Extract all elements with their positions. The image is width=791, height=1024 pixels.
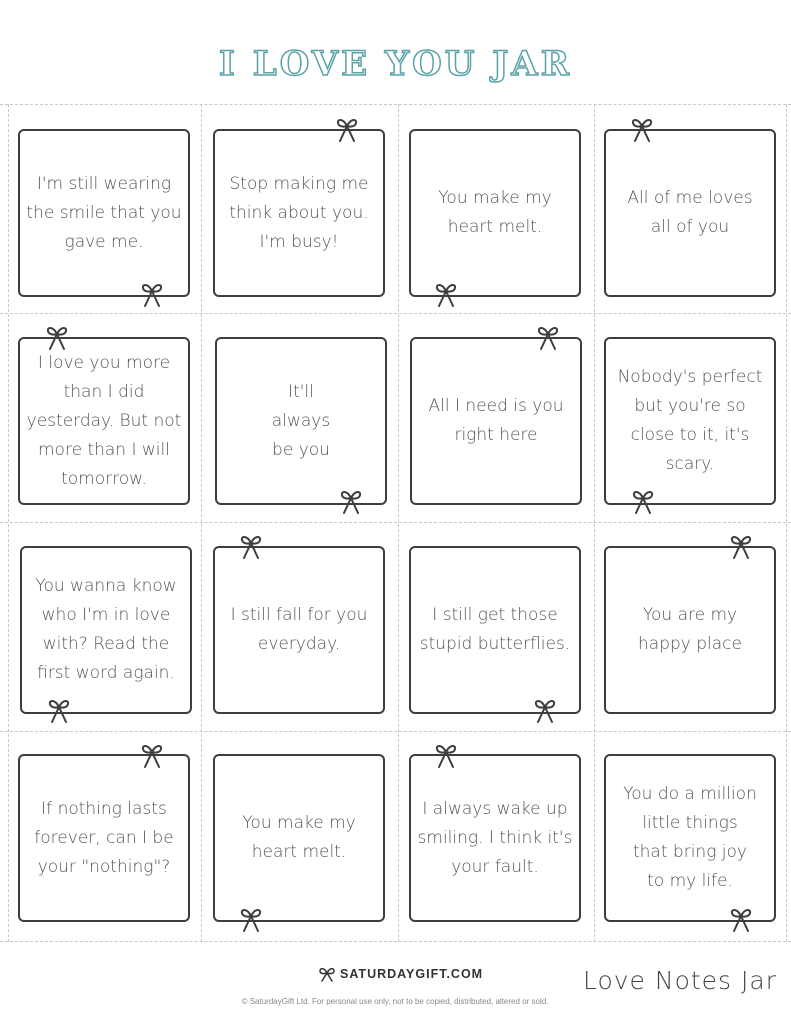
bow-icon — [139, 279, 165, 309]
bow-icon — [433, 279, 459, 309]
bow-icon — [728, 531, 754, 561]
love-note-text: Stop making me think about you. I'm busy! — [229, 173, 369, 252]
bow-icon — [238, 531, 264, 561]
brand-name: SATURDAYGIFT.COM — [340, 967, 484, 981]
bow-icon — [630, 486, 656, 516]
cut-line — [0, 731, 791, 732]
love-note-card — [409, 754, 581, 922]
scissors-icon — [318, 966, 336, 982]
footer-title: Love Notes Jar — [582, 966, 777, 995]
love-note-card — [18, 754, 190, 922]
bow-icon — [238, 904, 264, 934]
love-note-text: I still fall for you everyday. — [230, 605, 368, 654]
love-note-text: If nothing lasts forever, can I be your "nothing"? — [34, 798, 174, 877]
cut-line — [8, 104, 9, 942]
love-note-card — [213, 546, 385, 714]
love-note-card — [409, 546, 581, 714]
love-note-text: All of me loves all of you — [627, 188, 753, 237]
cut-line — [201, 104, 202, 942]
love-note-text: It'll always be you — [271, 381, 331, 460]
cut-line — [0, 104, 791, 105]
love-note-card — [604, 129, 776, 297]
love-note-text: You make my heart melt. — [242, 813, 356, 862]
cut-line — [594, 104, 595, 942]
brand-logo — [318, 966, 483, 982]
cut-line — [0, 522, 791, 523]
bow-icon — [139, 740, 165, 770]
love-note-text: I still get those stupid butterflies. — [419, 605, 571, 654]
love-note-card — [20, 546, 192, 714]
cut-line — [0, 941, 791, 942]
love-note-text: You are my happy place — [638, 605, 742, 654]
bow-icon — [535, 322, 561, 352]
copyright-notice: © SaturdayGift Ltd. For personal use only, not to be copied, distributed, altered or sold. — [241, 997, 549, 1006]
love-note-card — [410, 337, 582, 505]
love-note-card — [18, 337, 190, 505]
love-note-card — [409, 129, 581, 297]
cut-line — [398, 104, 399, 942]
love-note-text: All I need is you right here — [428, 396, 564, 445]
love-note-card — [604, 337, 776, 505]
love-note-text: You wanna know who I'm in love with? Read the first word again. — [35, 576, 177, 683]
love-note-card — [213, 129, 385, 297]
page-title: I LOVE YOU JAR — [219, 44, 572, 84]
bow-icon — [532, 695, 558, 725]
bow-icon — [629, 114, 655, 144]
love-note-text: I love you more than I did yesterday. But not more than I will tomorrow. — [26, 352, 182, 489]
love-note-text: You do a million little things that bring joy to my life. — [623, 784, 757, 891]
love-note-text: I'm still wearing the smile that you gave me. — [26, 173, 182, 252]
love-note-card — [18, 129, 190, 297]
love-note-card — [604, 754, 776, 922]
cut-line — [0, 313, 791, 314]
cut-line — [786, 104, 787, 942]
bow-icon — [338, 486, 364, 516]
love-note-text: Nobody's perfect but you're so close to it, it's scary. — [617, 367, 763, 474]
bow-icon — [44, 322, 70, 352]
bow-icon — [46, 695, 72, 725]
bow-icon — [334, 114, 360, 144]
love-note-card — [604, 546, 776, 714]
love-note-text: I always wake up smiling. I think it's your fault. — [417, 798, 573, 877]
love-note-card — [215, 337, 387, 505]
bow-icon — [728, 904, 754, 934]
bow-icon — [433, 740, 459, 770]
love-note-text: You make my heart melt. — [438, 188, 552, 237]
love-note-card — [213, 754, 385, 922]
